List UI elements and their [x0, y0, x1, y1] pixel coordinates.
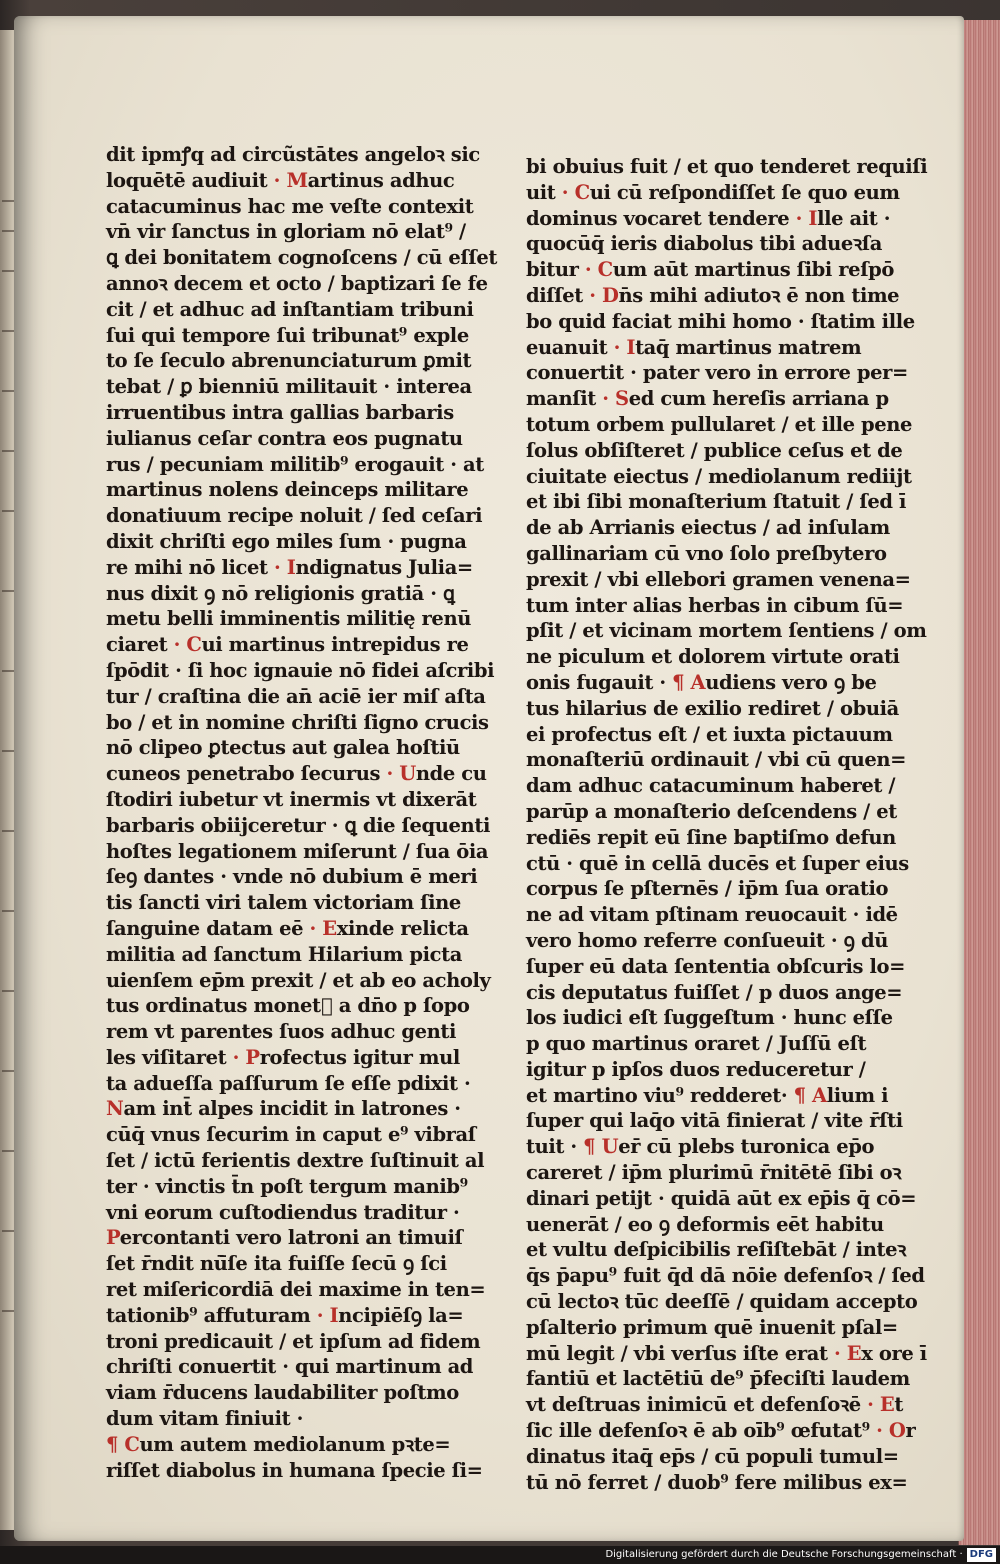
text-line: to ſe ſeculo abrenunciaturum ꝑmit: [106, 349, 472, 373]
text-line: uit · Cui cū reſpondiſſet ſe quo eum: [526, 180, 900, 204]
text-line: hoſtes legationem miſerunt / ſua ōia: [106, 839, 489, 863]
text-line: tis ſancti viri talem victoriam ſine: [106, 891, 461, 915]
text-line: onis fugauit · ¶ Audiens vero ꝯ be: [526, 670, 877, 694]
text-line: tū nō ferret / duob⁹ fere milibus ex=: [526, 1470, 908, 1494]
text-line: bi obuius fuit / et quo tenderet requiſi: [526, 155, 928, 178]
text-line: ne ad vitam pſtinam reuocauit · idē: [526, 903, 898, 927]
text-line: de ab Arrianis eiectus / ad inſulam: [526, 516, 890, 540]
text-line: loquētē audiuit · Martinus adhuc: [106, 168, 455, 192]
text-line: tum inter alias herbas in cibum ſū=: [526, 593, 904, 617]
text-line: cis deputatus fuiſſet / p duos ange=: [526, 980, 903, 1004]
text-line: tebat / ꝑ bienniū militauit · interea: [106, 375, 472, 399]
text-line: ꝗ dei bonitatem cognoſcens / cū eſſet: [106, 246, 497, 270]
text-line: dam adhuc catacuminum haberet /: [526, 774, 896, 798]
text-line: ne piculum et dolorem virtute orati: [526, 645, 900, 669]
text-line: euanuit · Itaq̄ martinus matrem: [526, 335, 862, 359]
text-line: corpus ſe pſternēs / ip̄m ſua oratio: [526, 877, 889, 901]
text-line: bo / et in nomine chriſti ſigno crucis: [106, 710, 489, 734]
text-line: nus dixit ꝯ nō religionis gratiā · ꝗ: [106, 581, 455, 605]
text-line: ſet / ictū ferientis dextre ſuſtinuit al: [106, 1149, 485, 1173]
text-line: chriſti conuertit · qui martinum ad: [106, 1355, 474, 1379]
text-line: ſpōdit · ſi hoc ignauie nō fidei aſcribi: [106, 658, 495, 682]
left-text-column: [106, 142, 497, 1483]
text-line: ei profectus eſt / et iuxta pictauum: [526, 722, 893, 746]
text-line: dinatus itaq̄ ep̄s / cū populi tumul=: [526, 1444, 899, 1468]
text-line: uenerāt / eo ꝯ deformis eēt habitu: [526, 1212, 884, 1236]
text-line: manſit · Sed cum hereſis arriana p: [526, 387, 889, 411]
text-line: gallinariam cū vno ſolo preſbytero: [526, 541, 887, 565]
text-line: et martino viu⁹ redderet· ¶ Alium i: [526, 1083, 889, 1107]
text-line: cūq̄ vnus ſecurim in caput e⁹ vibraſ: [106, 1123, 476, 1147]
text-line: vni eorum cuſtodiendus traditur ·: [106, 1200, 460, 1224]
text-line: los iudici eſt ſuggeſtum · hunc eſſe: [526, 1006, 893, 1030]
funding-credit: Digitalisierung gefördert durch die Deutsche Forschungsgemeinschaft ·: [605, 1549, 963, 1560]
text-line: tationib⁹ affuturam · Incipiēſꝯ la=: [106, 1303, 464, 1327]
text-line: dit ipmꝭq ad circũstātes angeloꝛ sic: [106, 143, 480, 166]
text-line: dinari petijt · quidā aūt ex ep̄is q̄ cō=: [526, 1186, 917, 1210]
book-page: [14, 16, 964, 1541]
text-line: ſeꝯ dantes · vnde nō dubium ē meri: [106, 865, 478, 889]
text-line: ret miſericordiā dei maxime in ten=: [106, 1278, 486, 1302]
text-line: irruentibus intra gallias barbaris: [106, 400, 454, 424]
text-line: cit / et adhuc ad inſtantiam tribuni: [106, 297, 474, 321]
text-line: vt deſtruas inimicū et defenſoꝛē · Et: [526, 1393, 903, 1417]
text-line: pſit / et vicinam mortem ſentiens / om: [526, 619, 927, 643]
text-line: Percontanti vero latroni an timuiſ: [106, 1226, 463, 1250]
text-line: conuertit · pater vero in errore per=: [526, 361, 908, 385]
text-line: nō clipeo ꝑtectus aut galea hoſtiū: [106, 736, 460, 760]
text-line: catacuminus hac me veſte contexit: [106, 194, 474, 218]
text-line: dum vitam finiuit ·: [106, 1407, 303, 1431]
text-line: ciuitate eiectus / mediolanum rediĳt: [526, 464, 912, 488]
text-line: ſanguine datam eē · Exinde relicta: [106, 916, 469, 940]
text-line: bitur · Cum aūt martinus ſibi reſpō: [526, 258, 895, 282]
text-line: fantiū et lactētiū de⁹ p̄feciſti laudem: [526, 1367, 910, 1391]
text-line: et ibi ſibi monaſterium ſtatuit / ſed ī: [526, 490, 906, 514]
text-line: ſtodiri iubetur vt inermis vt dixerāt: [106, 787, 477, 811]
text-line: re mihi nō licet · Indignatus Julia=: [106, 555, 473, 579]
text-line: annoꝛ decem et octo / baptizari ſe fe: [106, 271, 488, 295]
text-line: donatiuum recipe noluit / ſed ceſari: [106, 504, 483, 528]
text-line: viam r̄ducens laudabiliter poſtmo: [106, 1381, 459, 1405]
text-line: riſſet diabolus in humana ſpecie ſi=: [106, 1458, 483, 1482]
text-line: militia ad ſanctum Hilarium picta: [106, 942, 462, 966]
text-line: totum orbem pullularet / et ille pene: [526, 412, 913, 436]
text-line: metu belli imminentis militię renū: [106, 607, 471, 631]
text-line: monaſteriū ordinauit / vbi cū quen=: [526, 748, 907, 772]
text-line: parūp a monaſterio deſcendens / et: [526, 799, 897, 823]
text-line: quocūq̄ ieris diabolus tibi adueꝛſa: [526, 232, 882, 256]
text-line: uienſem ep̄m prexit / et ab eo acholy: [106, 968, 491, 992]
text-line: ſuper qui laq̄o vitā finierat / vite r̄ſti: [526, 1109, 903, 1133]
text-line: troni predicauit / et ipſum ad fidem: [106, 1329, 481, 1353]
text-line: iulianus ceſar contra eos pugnatu: [106, 426, 463, 450]
text-line: vero homo referre conſueuit · ꝯ dū: [526, 928, 889, 952]
text-line: dominus vocaret tendere · Ille ait ·: [526, 206, 891, 230]
text-line: ſic ille defenſoꝛ ē ab oīb⁹ œfutat⁹ · Or: [526, 1419, 916, 1443]
text-line: martinus nolens deinceps militare: [106, 478, 469, 502]
text-line: careret / ip̄m plurimū r̄nitētē ſibi oꝛ: [526, 1161, 902, 1185]
text-line: cū lectoꝛ tūc deeſſē / quidam accepto: [526, 1290, 918, 1314]
text-line: ſolus obſiſteret / publice ceſus et de: [526, 438, 903, 462]
text-line: Nam int̄ alpes incidit in latrones ·: [106, 1097, 461, 1121]
text-line: bo quid faciat mihi homo · ſtatim ille: [526, 309, 915, 333]
text-line: ctū · quē in cellā ducēs et ſuper eius: [526, 851, 909, 875]
digitization-footer: [0, 1546, 1000, 1564]
text-line: rem vt parentes ſuos adhuc genti: [106, 1020, 456, 1044]
text-line: ciaret · Cui martinus intrepidus re: [106, 633, 469, 657]
text-line: et vultu deſpicibilis reſiſtebāt / inteꝛ: [526, 1238, 906, 1262]
text-line: ta adueſſa paſſurum ſe eſſe pdixit ·: [106, 1071, 471, 1095]
text-line: rediēs repit eū ſine baptiſmo defun: [526, 825, 896, 849]
text-line: cuneos penetrabo ſecurus · Unde cu: [106, 762, 487, 786]
text-line: ſet r̄ndit nū̄ſe ita fuiſſe ſecū ꝯ ſci: [106, 1252, 447, 1276]
text-line: mū legit / vbi verſus iſte erat · Ex ore ī: [526, 1341, 927, 1365]
text-line: vn̄ vir ſanctus in gloriam nō elat⁹ /: [106, 220, 466, 244]
text-line: barbaris obiĳceretur · ꝗ die ſequenti: [106, 813, 490, 837]
text-line: ſuper eū data ſententia obſcuris lo=: [526, 954, 906, 978]
text-line: prexit / vbi ellebori gramen venena=: [526, 567, 911, 591]
text-line: ſui qui tempore ſui tribunat⁹ exple: [106, 323, 469, 347]
text-line: tus hilarius de exilio rediret / obuiā: [526, 696, 899, 720]
text-line: rus / pecuniam militib⁹ erogauit · at: [106, 452, 484, 476]
text-line: tuit · ¶ Uer̄ cū plebs turonica ep̄o: [526, 1135, 875, 1159]
text-line: tur / craſtina die an̄ aciē ier miſ aſta: [106, 684, 486, 708]
page-block-edges: [958, 20, 1000, 1545]
text-line: ter · vinctis t̄n poſt tergum manib⁹: [106, 1174, 468, 1198]
dfg-logo: DFG: [967, 1548, 996, 1562]
text-line: q̄s p̄apu⁹ fuit q̄d dā nōie defenſoꝛ / ſed: [526, 1264, 925, 1288]
text-line: tus ordinatus monet᷒ a dn̄o p ſopo: [106, 994, 470, 1018]
right-text-column: [526, 154, 927, 1495]
text-line: les viſitaret · Profectus igitur mul: [106, 1045, 460, 1069]
text-line: ¶ Cum autem mediolanum pꝛte=: [106, 1432, 451, 1456]
text-line: p quo martinus oraret / Juſſū eſt: [526, 1032, 867, 1056]
text-line: igitur p ipſos duos reduceretur /: [526, 1057, 866, 1081]
text-line: dixit chriſti ego miles ſum · pugna: [106, 529, 467, 553]
text-line: diſſet · Dn̄s mihi adiutoꝛ ē non time: [526, 283, 900, 307]
text-line: pſalterio primum quē inuenit pſal=: [526, 1315, 898, 1339]
